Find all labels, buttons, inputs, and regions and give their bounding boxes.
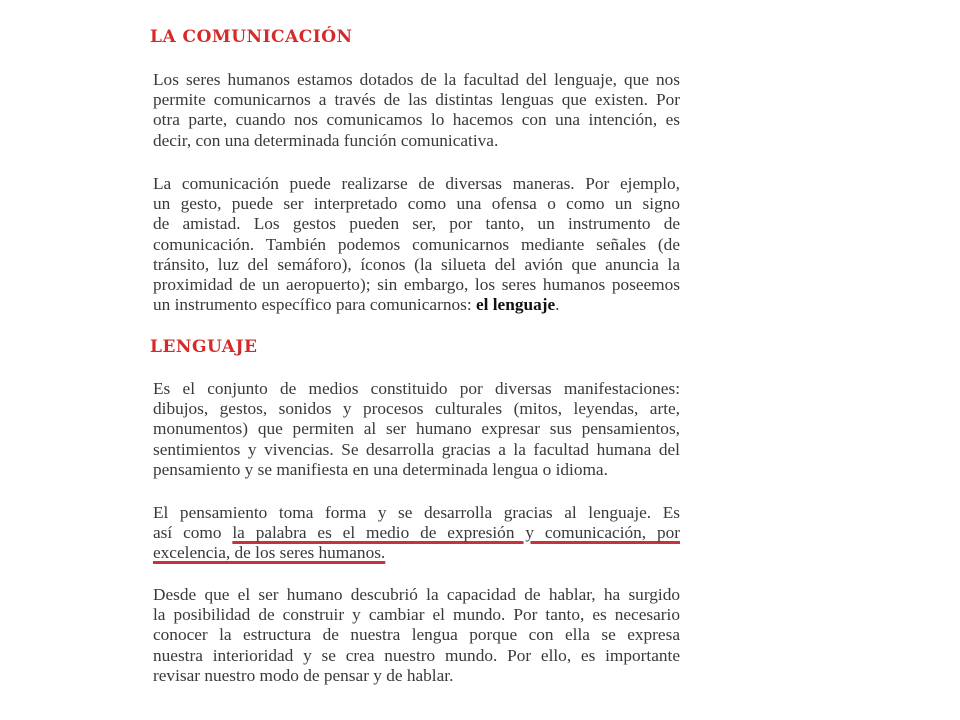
text-line: monumentos) que permiten al ser humano expresar sus pensamientos, xyxy=(153,419,680,439)
text-line: nuestra interioridad y se crea nuestro mundo. Por ello, es importante xyxy=(153,645,680,665)
text-line: decir, con una determinada función comunicativa. xyxy=(153,130,499,150)
text-segment: . xyxy=(555,295,560,315)
text-line: dibujos, gestos, sonidos y procesos culturales (mitos, leyendas, arte, xyxy=(153,399,680,419)
text-line: El pensamiento toma forma y se desarrolla gracias al lenguaje. Es xyxy=(153,503,680,522)
paragraph-lenguaje-pensamiento xyxy=(153,503,680,564)
text-line: La comunicación puede realizarse de diversas maneras. Por ejemplo, xyxy=(153,174,680,193)
text-line: conocer la estructura de nuestra lengua porque con ella se expresa xyxy=(153,625,680,645)
text-line: pensamiento y se manifiesta en una determinada lengua o idioma. xyxy=(153,459,608,479)
paragraph-comunicacion-intro xyxy=(153,70,680,151)
underlined-phrase: la palabra es el medio de expresión y comunicación, por xyxy=(232,523,681,543)
text-line: de amistad. Los gestos pueden ser, por tanto, un instrumento de xyxy=(153,214,680,234)
text-line: proximidad de un aeropuerto); sin embargo, los seres humanos poseemos xyxy=(153,275,680,295)
text-segment: un instrumento específico para comunicarnos: xyxy=(153,295,476,315)
text-line: tránsito, luz del semáforo), íconos (la silueta del avión que anuncia la xyxy=(153,254,680,274)
text-line: otra parte, cuando nos comunicamos lo hacemos con una intención, es xyxy=(153,110,680,130)
emphasis-el-lenguaje: el lenguaje xyxy=(475,295,556,315)
text-line: Desde que el ser humano descubrió la capacidad de hablar, ha surgido xyxy=(153,585,680,604)
section-heading-comunicacion: LA COMUNICACIÓN xyxy=(150,27,353,47)
text-line xyxy=(153,295,680,315)
paragraph-comunicacion-maneras xyxy=(153,174,680,315)
text-segment: así como xyxy=(153,523,233,543)
text-line: la posibilidad de construir y cambiar el mundo. Por tanto, es necesario xyxy=(153,605,680,625)
text-line xyxy=(153,543,680,563)
text-line: revisar nuestro modo de pensar y de hablar. xyxy=(153,665,454,685)
paragraph-lenguaje-definicion xyxy=(153,379,680,480)
text-line: Los seres humanos estamos dotados de la facultad del lenguaje, que nos xyxy=(153,70,680,89)
text-line: un gesto, puede ser interpretado como una ofensa o como un signo xyxy=(153,194,680,214)
text-line xyxy=(153,523,680,543)
text-line: Es el conjunto de medios constituido por diversas manifestaciones: xyxy=(153,379,680,398)
paragraph-lenguaje-hablar xyxy=(153,585,680,686)
text-line: sentimientos y vivencias. Se desarrolla gracias a la facultad humana del xyxy=(153,439,680,459)
text-line: permite comunicarnos a través de las distintas lenguas que existen. Por xyxy=(153,90,680,110)
section-heading-lenguaje: LENGUAJE xyxy=(150,337,258,357)
underlined-phrase: excelencia, de los seres humanos. xyxy=(153,543,386,563)
text-line: comunicación. También podemos comunicarnos mediante señales (de xyxy=(153,234,680,254)
